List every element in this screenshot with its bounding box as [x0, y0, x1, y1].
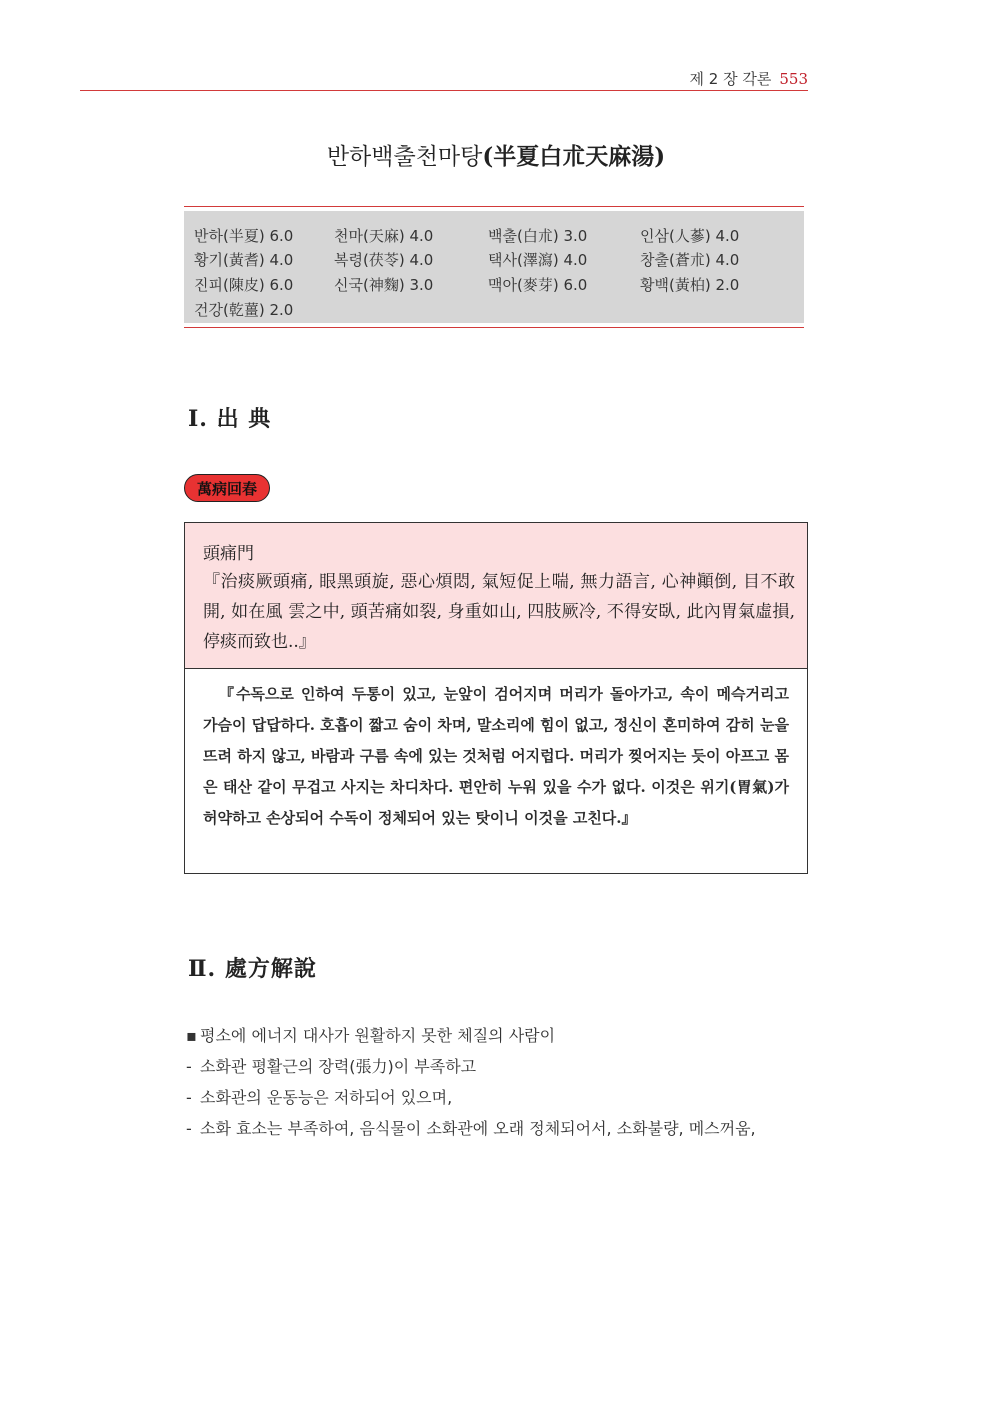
dash-bullet-icon: - — [186, 1119, 192, 1138]
list-item — [186, 1051, 816, 1082]
list-item-text: 소화관의 운동능은 저하되어 있으며, — [200, 1088, 453, 1107]
herb-item: 황기(黃耆) 4.0 — [194, 251, 294, 269]
herb-item: 황백(黃柏) 2.0 — [640, 276, 740, 294]
herb-item: 백출(白朮) 3.0 — [488, 227, 588, 245]
page-header — [80, 64, 808, 91]
prescription-title — [0, 138, 992, 171]
herb-item: 인삼(人蔘) 4.0 — [640, 227, 740, 245]
herb-item: 창출(蒼朮) 4.0 — [640, 251, 740, 269]
header-text — [690, 68, 808, 89]
section-title-explanation: Ⅱ. 處方解說 — [188, 956, 317, 982]
list-item — [186, 1082, 816, 1113]
herb-composition-background — [184, 211, 804, 323]
herb-item: 택사(澤瀉) 4.0 — [488, 251, 588, 269]
list-item — [186, 1020, 816, 1051]
herb-item: 맥아(麥芽) 6.0 — [488, 276, 588, 294]
herb-item: 복령(茯苓) 4.0 — [334, 251, 434, 269]
herb-item: 진피(陳皮) 6.0 — [194, 276, 294, 294]
list-item — [186, 1113, 816, 1144]
title-korean: 반하백출천마탕 — [326, 144, 483, 170]
quote-heading: 頭痛門 — [203, 544, 254, 564]
herb-composition-box — [184, 206, 804, 328]
list-item-text: 소화 효소는 부족하여, 음식물이 소화관에 오래 정체되어서, 소화불량, 메스꺼움, — [200, 1119, 756, 1138]
herb-item: 반하(半夏) 6.0 — [194, 227, 294, 245]
page-number: 553 — [779, 70, 808, 88]
herb-item: 건강(乾薑) 2.0 — [194, 301, 294, 319]
dash-bullet-icon: - — [186, 1057, 192, 1076]
title-hanja: (半夏白朮天麻湯) — [482, 143, 666, 170]
list-item-text: 평소에 에너지 대사가 원활하지 못한 체질의 사람이 — [200, 1026, 556, 1045]
explanation-list — [186, 1020, 816, 1144]
source-quote-box — [184, 522, 808, 874]
source-badge: 萬病回春 — [184, 474, 270, 502]
list-item-text: 소화관 평활근의 장력(張力)이 부족하고 — [200, 1057, 477, 1076]
dash-bullet-icon: - — [186, 1088, 192, 1107]
herb-item: 천마(天麻) 4.0 — [334, 227, 434, 245]
quote-original-panel — [185, 523, 807, 669]
quote-original-text: 『治痰厥頭痛, 眼黑頭旋, 惡心煩悶, 氣短促上喘, 無力語言, 心神顚倒, 目不敢開, 如在風 雲之中, 頭苦痛如裂, 身重如山, 四肢厥冷, 不得安臥, 此內胃氣虛損, 停痰而致也..』 — [203, 572, 795, 652]
herb-item: 신국(神麴) 3.0 — [334, 276, 434, 294]
quote-translation-text: 『수독으로 인하여 두통이 있고, 눈앞이 검어지며 머리가 돌아가고, 속이 메슥거리고 가슴이 답답하다. 호흡이 짧고 숨이 차며, 말소리에 힘이 없고, 정신이 혼미하여 감히 눈을 뜨려 하지 않고, 바람과 구름 속에 있는 것처럼 어지럽다. 머리가 찢어지는 듯이 아프고 몸은 태산 같이 무겁고 사지는 차디차다. 편안히 누워 있을 수가 없다. 이것은 위기(胃氣)가 허약하고 손상되어 수독이 정체되어 있는 탓이니 이것을 고친다.』 — [203, 685, 789, 827]
section-title-source: Ⅰ. 出 典 — [188, 406, 272, 432]
chapter-label: 제 2 장 각론 — [689, 70, 772, 88]
square-bullet-icon: ▪ — [186, 1026, 197, 1045]
